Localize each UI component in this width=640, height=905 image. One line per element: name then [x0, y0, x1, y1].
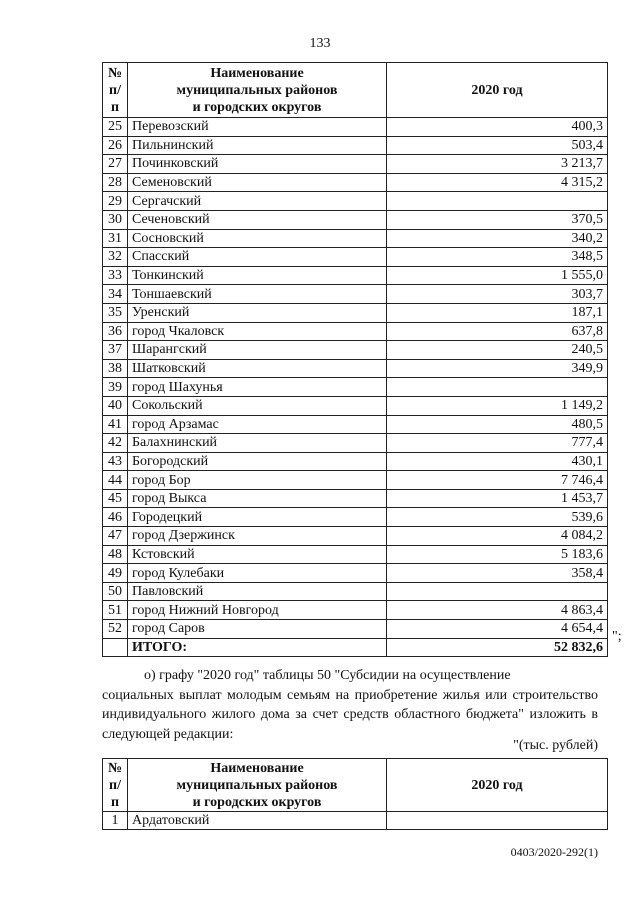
row-value — [387, 378, 608, 397]
row-name: город Дзержинск — [128, 527, 387, 546]
row-value: 187,1 — [387, 303, 608, 322]
row-number: 43 — [103, 452, 128, 471]
row-name: город Арзамас — [128, 415, 387, 434]
table-row — [103, 396, 608, 415]
row-value — [387, 582, 608, 601]
row-name: Семеновский — [128, 173, 387, 192]
row-name: Балахнинский — [128, 434, 387, 453]
subsidy-table-1 — [102, 62, 608, 657]
row-number: 47 — [103, 527, 128, 546]
row-name: Тоншаевский — [128, 285, 387, 304]
row-name: город Кулебаки — [128, 564, 387, 583]
row-value — [387, 812, 608, 830]
row-value: 777,4 — [387, 434, 608, 453]
row-name: Городецкий — [128, 508, 387, 527]
row-name: Шатковский — [128, 359, 387, 378]
row-number: 48 — [103, 545, 128, 564]
row-name: город Чкаловск — [128, 322, 387, 341]
row-number: 45 — [103, 489, 128, 508]
header-year: 2020 год — [387, 759, 608, 812]
row-number: 41 — [103, 415, 128, 434]
row-name: Павловский — [128, 582, 387, 601]
row-value: 4 084,2 — [387, 527, 608, 546]
table-row — [103, 452, 608, 471]
row-value: 1 149,2 — [387, 396, 608, 415]
row-value: 3 213,7 — [387, 155, 608, 174]
table-row — [103, 489, 608, 508]
row-number: 49 — [103, 564, 128, 583]
row-number: 37 — [103, 341, 128, 360]
table-row — [103, 415, 608, 434]
row-value: 480,5 — [387, 415, 608, 434]
row-name: Сосновский — [128, 229, 387, 248]
table-row — [103, 812, 608, 830]
row-name: Ардатовский — [128, 812, 387, 830]
table-row — [103, 341, 608, 360]
row-number: 44 — [103, 471, 128, 490]
table-row — [103, 155, 608, 174]
row-number: 27 — [103, 155, 128, 174]
row-number: 36 — [103, 322, 128, 341]
table-row — [103, 266, 608, 285]
row-value: 340,2 — [387, 229, 608, 248]
unit-note: "(тыс. рублей) — [513, 738, 598, 753]
row-number: 31 — [103, 229, 128, 248]
row-number: 42 — [103, 434, 128, 453]
total-row — [103, 638, 608, 656]
row-number: 52 — [103, 620, 128, 639]
row-name: город Выкса — [128, 489, 387, 508]
row-name: Перевозский — [128, 118, 387, 137]
total-value: 52 832,6 — [387, 638, 608, 656]
row-value: 7 746,4 — [387, 471, 608, 490]
table-row — [103, 192, 608, 211]
row-number: 34 — [103, 285, 128, 304]
closing-quote: "; — [612, 629, 622, 644]
row-number: 29 — [103, 192, 128, 211]
row-number: 46 — [103, 508, 128, 527]
table-row — [103, 582, 608, 601]
row-value: 4 315,2 — [387, 173, 608, 192]
row-value: 400,3 — [387, 118, 608, 137]
document-code: 0403/2020-292(1) — [510, 845, 598, 859]
table-row — [103, 285, 608, 304]
table-body — [103, 118, 608, 639]
row-number: 39 — [103, 378, 128, 397]
header-name: Наименование муниципальных районов и городских округов — [128, 63, 387, 118]
row-number: 40 — [103, 396, 128, 415]
table-header-row — [103, 759, 608, 812]
row-value: 358,4 — [387, 564, 608, 583]
row-value: 370,5 — [387, 210, 608, 229]
table-row — [103, 564, 608, 583]
row-name: Починковский — [128, 155, 387, 174]
row-number: 33 — [103, 266, 128, 285]
table-row — [103, 248, 608, 267]
table-row — [103, 545, 608, 564]
row-value: 349,9 — [387, 359, 608, 378]
row-value: 430,1 — [387, 452, 608, 471]
header-year: 2020 год — [387, 63, 608, 118]
table-row — [103, 229, 608, 248]
row-name: Кстовский — [128, 545, 387, 564]
row-number: 35 — [103, 303, 128, 322]
header-num: № п/п — [103, 759, 128, 812]
row-number: 26 — [103, 136, 128, 155]
header-num: № п/п — [103, 63, 128, 118]
table-row — [103, 136, 608, 155]
table-row — [103, 620, 608, 639]
table-body — [103, 812, 608, 830]
table-row — [103, 601, 608, 620]
row-name: Спасский — [128, 248, 387, 267]
row-number: 32 — [103, 248, 128, 267]
table-row — [103, 118, 608, 137]
row-name: Уренский — [128, 303, 387, 322]
row-value: 4 654,4 — [387, 620, 608, 639]
paragraph-rest: социальных выплат молодым семьям на приобретение жилья или строительство индивидуального жилого дома за счет средств областного бюджета" изложить в следующей редакции: — [102, 687, 598, 742]
row-value: 539,6 — [387, 508, 608, 527]
table-row — [103, 210, 608, 229]
row-name: Тонкинский — [128, 266, 387, 285]
row-name: Богородский — [128, 452, 387, 471]
row-name: Сеченовский — [128, 210, 387, 229]
row-name: город Шахунья — [128, 378, 387, 397]
row-value: 1 453,7 — [387, 489, 608, 508]
table-row — [103, 471, 608, 490]
row-name: Пильнинский — [128, 136, 387, 155]
row-value: 240,5 — [387, 341, 608, 360]
row-value: 4 863,4 — [387, 601, 608, 620]
table-row — [103, 434, 608, 453]
row-name: город Бор — [128, 471, 387, 490]
table-row — [103, 322, 608, 341]
row-name: Сокольский — [128, 396, 387, 415]
row-value: 1 555,0 — [387, 266, 608, 285]
table-row — [103, 303, 608, 322]
row-value: 5 183,6 — [387, 545, 608, 564]
page-number: 133 — [309, 36, 331, 51]
row-number: 51 — [103, 601, 128, 620]
table-row — [103, 527, 608, 546]
row-name: Сергачский — [128, 192, 387, 211]
row-number: 1 — [103, 812, 128, 830]
row-value — [387, 192, 608, 211]
row-number: 50 — [103, 582, 128, 601]
row-value: 503,4 — [387, 136, 608, 155]
row-number: 30 — [103, 210, 128, 229]
row-number: 25 — [103, 118, 128, 137]
row-value: 348,5 — [387, 248, 608, 267]
total-label: ИТОГО: — [128, 638, 387, 656]
row-name: город Саров — [128, 620, 387, 639]
paragraph-line-1: о) графу "2020 год" таблицы 50 "Субсидии на осуществление — [144, 668, 511, 683]
table-row — [103, 359, 608, 378]
row-number: 28 — [103, 173, 128, 192]
amendment-paragraph — [102, 666, 598, 744]
row-number: 38 — [103, 359, 128, 378]
header-name: Наименование муниципальных районов и городских округов — [128, 759, 387, 812]
row-value: 303,7 — [387, 285, 608, 304]
table-row — [103, 508, 608, 527]
subsidy-table-2 — [102, 758, 608, 830]
table-row — [103, 378, 608, 397]
table-header-row — [103, 63, 608, 118]
row-name: город Нижний Новгород — [128, 601, 387, 620]
row-value: 637,8 — [387, 322, 608, 341]
total-num-cell — [103, 638, 128, 656]
table-row — [103, 173, 608, 192]
row-name: Шарангский — [128, 341, 387, 360]
